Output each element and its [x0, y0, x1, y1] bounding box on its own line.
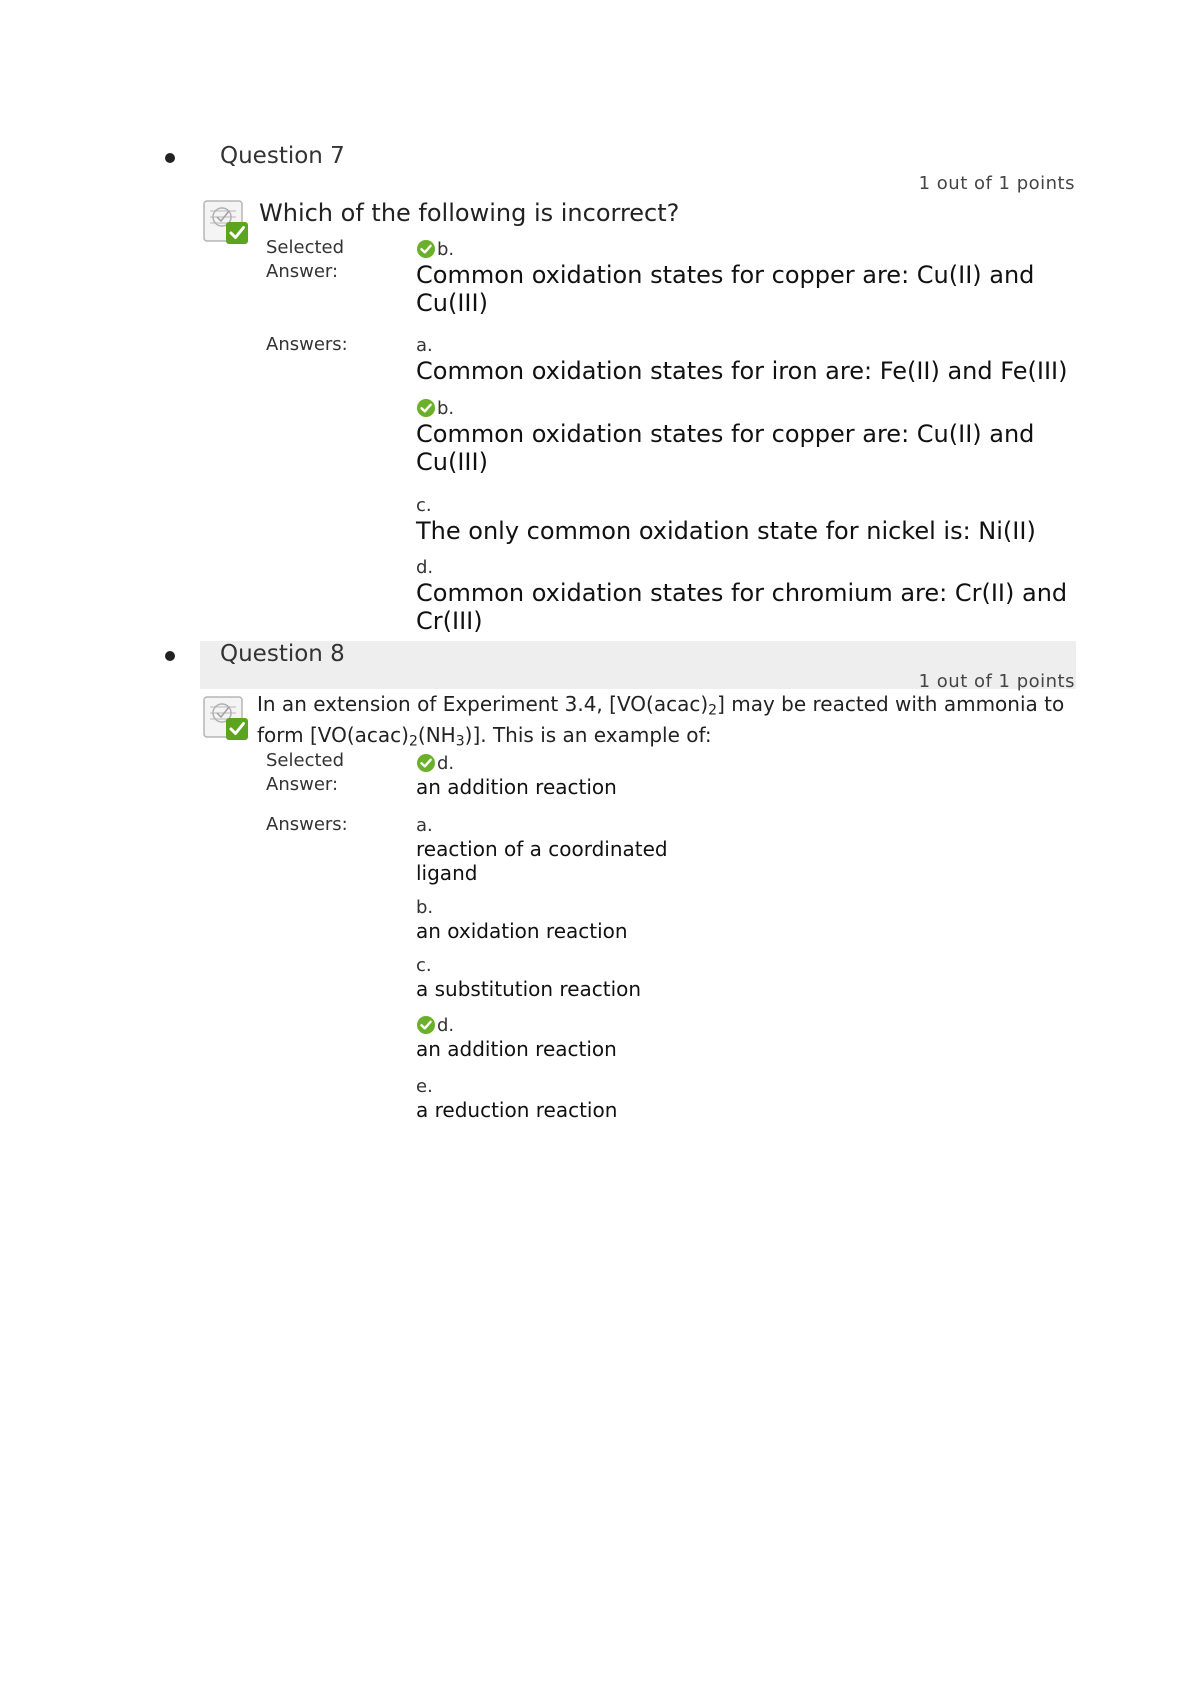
- answers-label: Answers:: [266, 814, 348, 835]
- answer-option-b: [416, 895, 1076, 943]
- answer-letter: c.: [416, 954, 432, 976]
- points-score: 1 out of 1 points: [918, 173, 1075, 194]
- answer-text: Common oxidation states for copper are: Cu(II) and Cu(III): [416, 420, 1035, 476]
- answer-letter: b.: [416, 896, 434, 918]
- answer-option-a: [416, 813, 1076, 885]
- list-bullet: [165, 153, 175, 163]
- correct-check-icon: [416, 753, 436, 773]
- answer-option-c: [416, 953, 1076, 1001]
- answer-letter: c.: [416, 494, 432, 516]
- question-prompt: In an extension of Experiment 3.4, $[VO(acac)_2]$ may be reacted with ammonia to form $[VO(acac)_2(NH_3)]$. This is an example of:: [257, 692, 1065, 749]
- answer-text: reaction of a coordinated ligand: [416, 837, 668, 885]
- answer-letter: d.: [416, 556, 434, 578]
- selected-answer: [416, 237, 1076, 317]
- selected-answer: [416, 751, 1076, 799]
- answer-text: an addition reaction: [416, 1037, 617, 1061]
- answer-option-a: [416, 333, 1076, 385]
- graded-correct-icon: [202, 198, 250, 246]
- answer-option-b: [416, 396, 1076, 476]
- answer-text: an addition reaction: [416, 775, 617, 799]
- graded-correct-icon: [202, 694, 250, 742]
- correct-check-icon: [416, 1015, 436, 1035]
- question-prompt: Which of the following is incorrect?: [259, 199, 680, 227]
- answer-option-c: [416, 493, 1076, 545]
- correct-check-icon: [416, 239, 436, 259]
- answer-letter: a.: [416, 334, 433, 356]
- question-title: Question 8: [220, 641, 345, 667]
- answer-letter: e.: [416, 1075, 433, 1097]
- answer-letter: d.: [437, 1014, 455, 1036]
- answers-label: Answers:: [266, 334, 348, 355]
- question-title: Question 7: [220, 143, 345, 169]
- answer-text: Common oxidation states for chromium are: Cr(II) and Cr(III): [416, 579, 1068, 635]
- selected-answer-label: Selected Answer:: [266, 750, 345, 795]
- answer-letter: b.: [437, 238, 455, 260]
- answer-letter: d.: [437, 752, 455, 774]
- answer-text: The only common oxidation state for nickel is: Ni(II): [416, 517, 1036, 545]
- answer-text: Common oxidation states for copper are: Cu(II) and Cu(III): [416, 261, 1035, 317]
- answer-text: Common oxidation states for iron are: Fe(II) and Fe(III): [416, 357, 1068, 385]
- answer-text: a substitution reaction: [416, 977, 642, 1001]
- answer-option-d: [416, 1013, 1076, 1061]
- correct-check-icon: [416, 398, 436, 418]
- answer-letter: b.: [437, 397, 455, 419]
- answer-text: a reduction reaction: [416, 1098, 618, 1122]
- answer-option-d: [416, 555, 1076, 635]
- selected-answer-label: Selected Answer:: [266, 237, 345, 282]
- answer-text: an oxidation reaction: [416, 919, 628, 943]
- points-score: 1 out of 1 points: [918, 671, 1075, 692]
- list-bullet: [165, 651, 175, 661]
- answer-option-e: [416, 1074, 1076, 1122]
- answer-letter: a.: [416, 814, 433, 836]
